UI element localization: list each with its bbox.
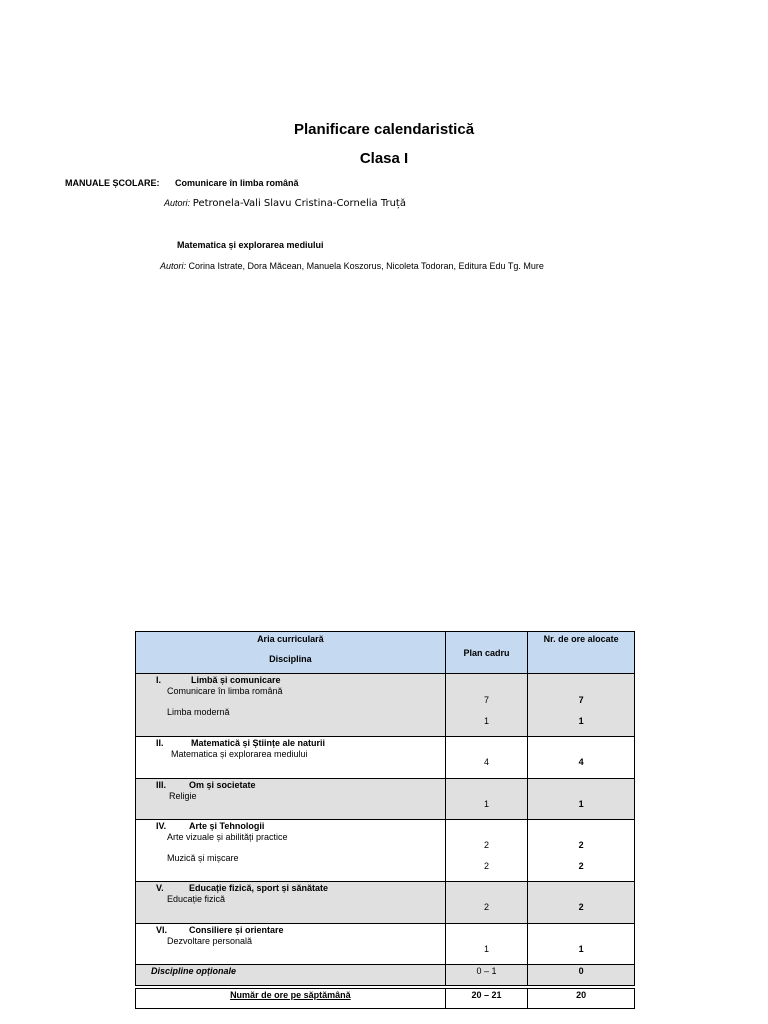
optional-label-cell	[136, 965, 446, 986]
plan-value: 2	[484, 902, 490, 912]
ore-cell	[528, 820, 635, 882]
plan-cell	[445, 989, 528, 1009]
area-name: Consiliere și orientare	[189, 925, 284, 935]
area-cell	[136, 779, 446, 820]
plan-value: 7	[484, 695, 490, 705]
page-title: Planificare calendaristică	[293, 121, 475, 138]
plan-cell	[445, 820, 528, 882]
header-ore: Nr. de ore alocate	[543, 634, 619, 644]
area-cell	[136, 820, 446, 882]
plan-value: 4	[484, 757, 490, 767]
table-row	[136, 820, 635, 882]
area-number: III.	[156, 780, 167, 790]
ore-cell	[528, 924, 635, 965]
plan-cell	[445, 965, 528, 986]
ore-value: 2	[578, 861, 584, 871]
plan-cell	[445, 737, 528, 779]
area-number: VI.	[156, 925, 168, 935]
table-header-row	[136, 632, 635, 674]
area-cell	[136, 674, 446, 737]
area-name: Om și societate	[189, 780, 256, 790]
table-row	[136, 779, 635, 820]
plan-cell	[445, 674, 528, 737]
table-row	[136, 674, 635, 737]
ore-value: 7	[578, 695, 584, 705]
total-label: Număr de ore pe săptămână	[230, 990, 351, 1000]
plan-value: 2	[484, 861, 490, 871]
ore-cell	[528, 779, 635, 820]
area-name: Educație fizică, sport și sănătate	[189, 883, 329, 893]
area-number: I.	[156, 675, 162, 685]
header-plan-cell	[445, 632, 528, 674]
manuals-label: MANUALE ȘCOLARE:	[65, 178, 160, 188]
area-number: IV.	[156, 821, 167, 831]
area-cell	[136, 924, 446, 965]
header-plan: Plan cadru	[463, 647, 510, 658]
plan-cell	[445, 779, 528, 820]
table-row	[136, 924, 635, 965]
subject-name: Religie	[169, 791, 197, 801]
authors-label: Autori:	[164, 198, 191, 208]
area-name: Arte și Tehnologii	[189, 821, 265, 831]
plan-cell	[445, 882, 528, 924]
ore-value: 4	[578, 757, 584, 767]
subject-name: Arte vizuale și abilități practice	[167, 832, 288, 842]
area-number: II.	[156, 738, 164, 748]
ore-value: 1	[578, 799, 584, 809]
subject-name: Matematica și explorarea mediului	[171, 749, 308, 759]
total-plan: 20 – 21	[471, 990, 502, 1000]
header-ore-cell	[528, 632, 635, 674]
manual-2-name: Matematica și explorarea mediului	[177, 240, 324, 250]
table-row-total	[136, 989, 635, 1009]
subject-name: Dezvoltare personală	[167, 936, 253, 946]
subject-name: Muzică și mișcare	[167, 853, 239, 863]
plan-value: 1	[484, 716, 490, 726]
plan-value: 2	[484, 840, 490, 850]
ore-value: 1	[578, 944, 584, 954]
ore-cell	[528, 737, 635, 779]
total-label-cell	[136, 989, 446, 1009]
header-disciplina: Disciplina	[269, 654, 312, 664]
ore-cell	[528, 965, 635, 986]
subject-name: Limba modernă	[167, 707, 230, 717]
table-row	[136, 737, 635, 779]
table-row	[136, 965, 635, 986]
plan-value: 1	[484, 799, 490, 809]
ore-value: 2	[578, 840, 584, 850]
total-ore: 20	[576, 990, 587, 1000]
manual-1-authors: Petronela-Vali Slavu Cristina-Cornelia Truță	[192, 198, 406, 209]
area-name: Limbă și comunicare	[191, 675, 281, 685]
table-row	[136, 882, 635, 924]
page-subtitle: Clasa I	[359, 150, 409, 167]
area-cell	[136, 737, 446, 779]
ore-value: 0	[578, 966, 584, 976]
optional-label: Discipline opționale	[151, 966, 237, 976]
manual-1-authors-line	[164, 198, 406, 209]
area-cell	[136, 882, 446, 924]
ore-value: 1	[578, 716, 584, 726]
ore-cell	[528, 674, 635, 737]
manual-2-authors-line	[160, 261, 544, 271]
header-aria-cell	[136, 632, 446, 674]
curriculum-table	[135, 631, 635, 1009]
area-number: V.	[156, 883, 164, 893]
ore-cell	[528, 989, 635, 1009]
manual-1-name: Comunicare în limba română	[175, 178, 299, 188]
ore-cell	[528, 882, 635, 924]
area-name: Matematică și Științe ale naturii	[191, 738, 326, 748]
authors-label: Autori:	[160, 261, 187, 271]
plan-value: 1	[484, 944, 490, 954]
plan-cell	[445, 924, 528, 965]
plan-value: 0 – 1	[476, 966, 497, 976]
header-aria: Aria curriculară	[257, 634, 324, 644]
ore-value: 2	[578, 902, 584, 912]
subject-name: Educație fizică	[167, 894, 226, 904]
subject-name: Comunicare în limba română	[167, 686, 283, 696]
manual-2-authors: Corina Istrate, Dora Măcean, Manuela Koszorus, Nicoleta Todoran, Editura Edu Tg. Mure	[188, 261, 544, 271]
